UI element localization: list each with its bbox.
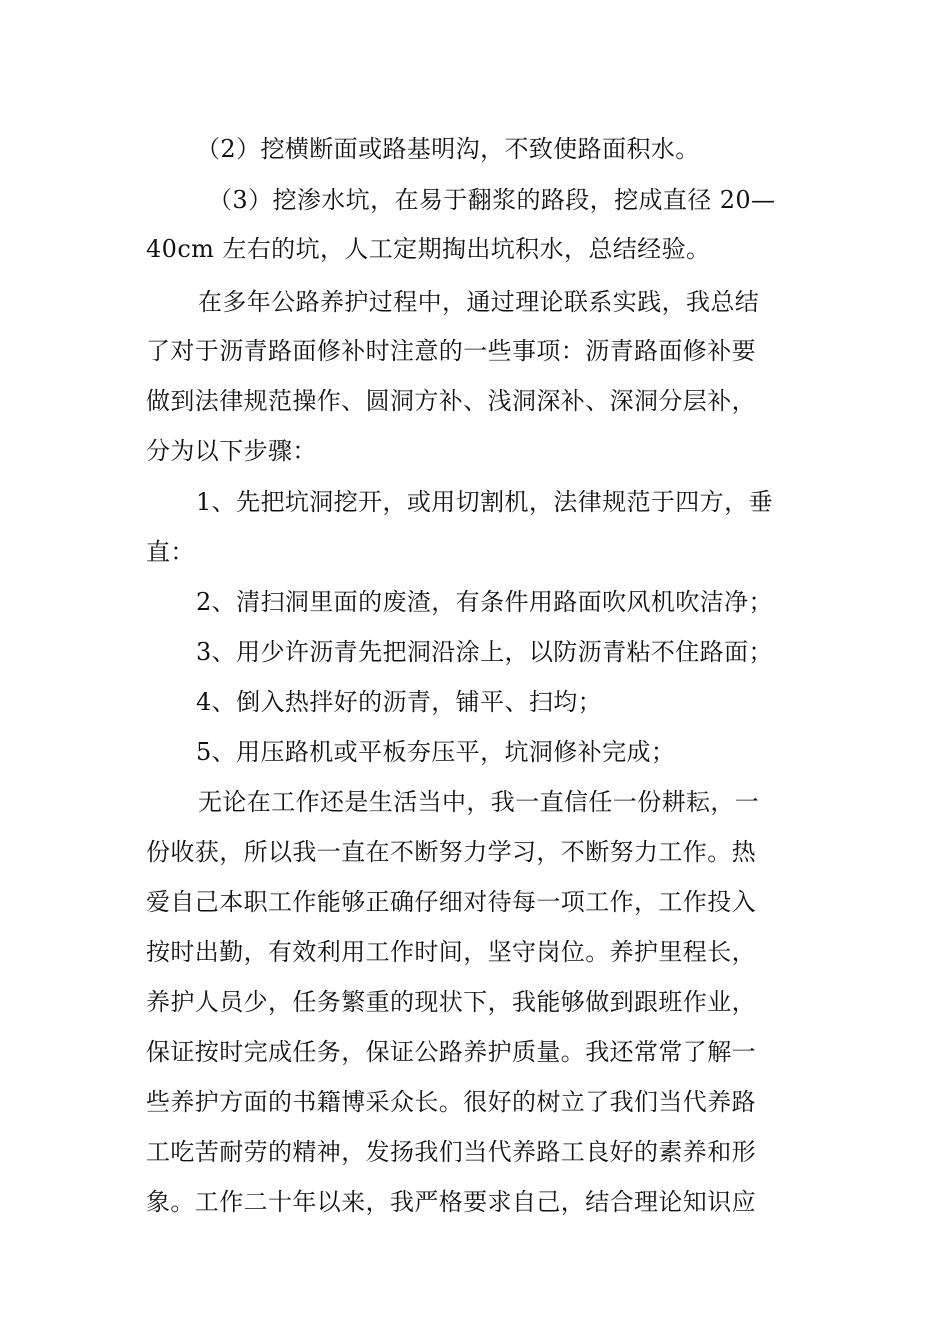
text-line: 无论在工作还是生活当中，我一直信任一份耕耘，一 bbox=[198, 788, 760, 816]
text-line: 分为以下步骤： bbox=[146, 437, 317, 465]
text-line: （2）挖横断面或路基明沟，不致使路面积水。 bbox=[196, 135, 700, 163]
text-line: 1、先把坑洞挖开，或用切割机，法律规范于四方，垂 bbox=[196, 488, 773, 516]
text-line: 3、用少许沥青先把洞沿涂上，以防沥青粘不住路面； bbox=[196, 638, 773, 666]
text-line: 象。工作二十年以来，我严格要求自己，结合理论知识应 bbox=[146, 1188, 756, 1216]
text-line: 份收获，所以我一直在不断努力学习，不断努力工作。热 bbox=[146, 838, 756, 866]
text-line: 了对于沥青路面修补时注意的一些事项：沥青路面修补要 bbox=[146, 337, 756, 365]
text-line: 在多年公路养护过程中，通过理论联系实践，我总结 bbox=[198, 288, 760, 316]
text-line: 保证按时完成任务，保证公路养护质量。我还常常了解一 bbox=[146, 1038, 756, 1066]
text-line: 2、清扫洞里面的废渣，有条件用路面吹风机吹洁净； bbox=[196, 588, 773, 616]
text-line: 按时出勤，有效利用工作时间，坚守岗位。养护里程长， bbox=[146, 938, 756, 966]
text-line: 4、倒入热拌好的沥青，铺平、扫均； bbox=[196, 688, 603, 716]
text-line: 工吃苦耐劳的精神，发扬我们当代养路工良好的素养和形 bbox=[146, 1138, 756, 1166]
text-line: 些养护方面的书籍博采众长。很好的树立了我们当代养路 bbox=[146, 1088, 756, 1116]
text-line: 做到法律规范操作、圆洞方补、浅洞深补、深洞分层补， bbox=[146, 387, 756, 415]
text-line: 养护人员少，任务繁重的现状下，我能够做到跟班作业， bbox=[146, 988, 756, 1016]
text-line: （3）挖渗水坑，在易于翻浆的路段，挖成直径 20— bbox=[208, 186, 776, 214]
text-line: 40cm 左右的坑，人工定期掏出坑积水，总结经验。 bbox=[146, 235, 711, 263]
text-line: 爱自己本职工作能够正确仔细对待每一项工作，工作投入 bbox=[146, 888, 756, 916]
text-line: 直： bbox=[146, 538, 195, 566]
text-line: 5、用压路机或平板夯压平，坑洞修补完成； bbox=[196, 738, 676, 766]
